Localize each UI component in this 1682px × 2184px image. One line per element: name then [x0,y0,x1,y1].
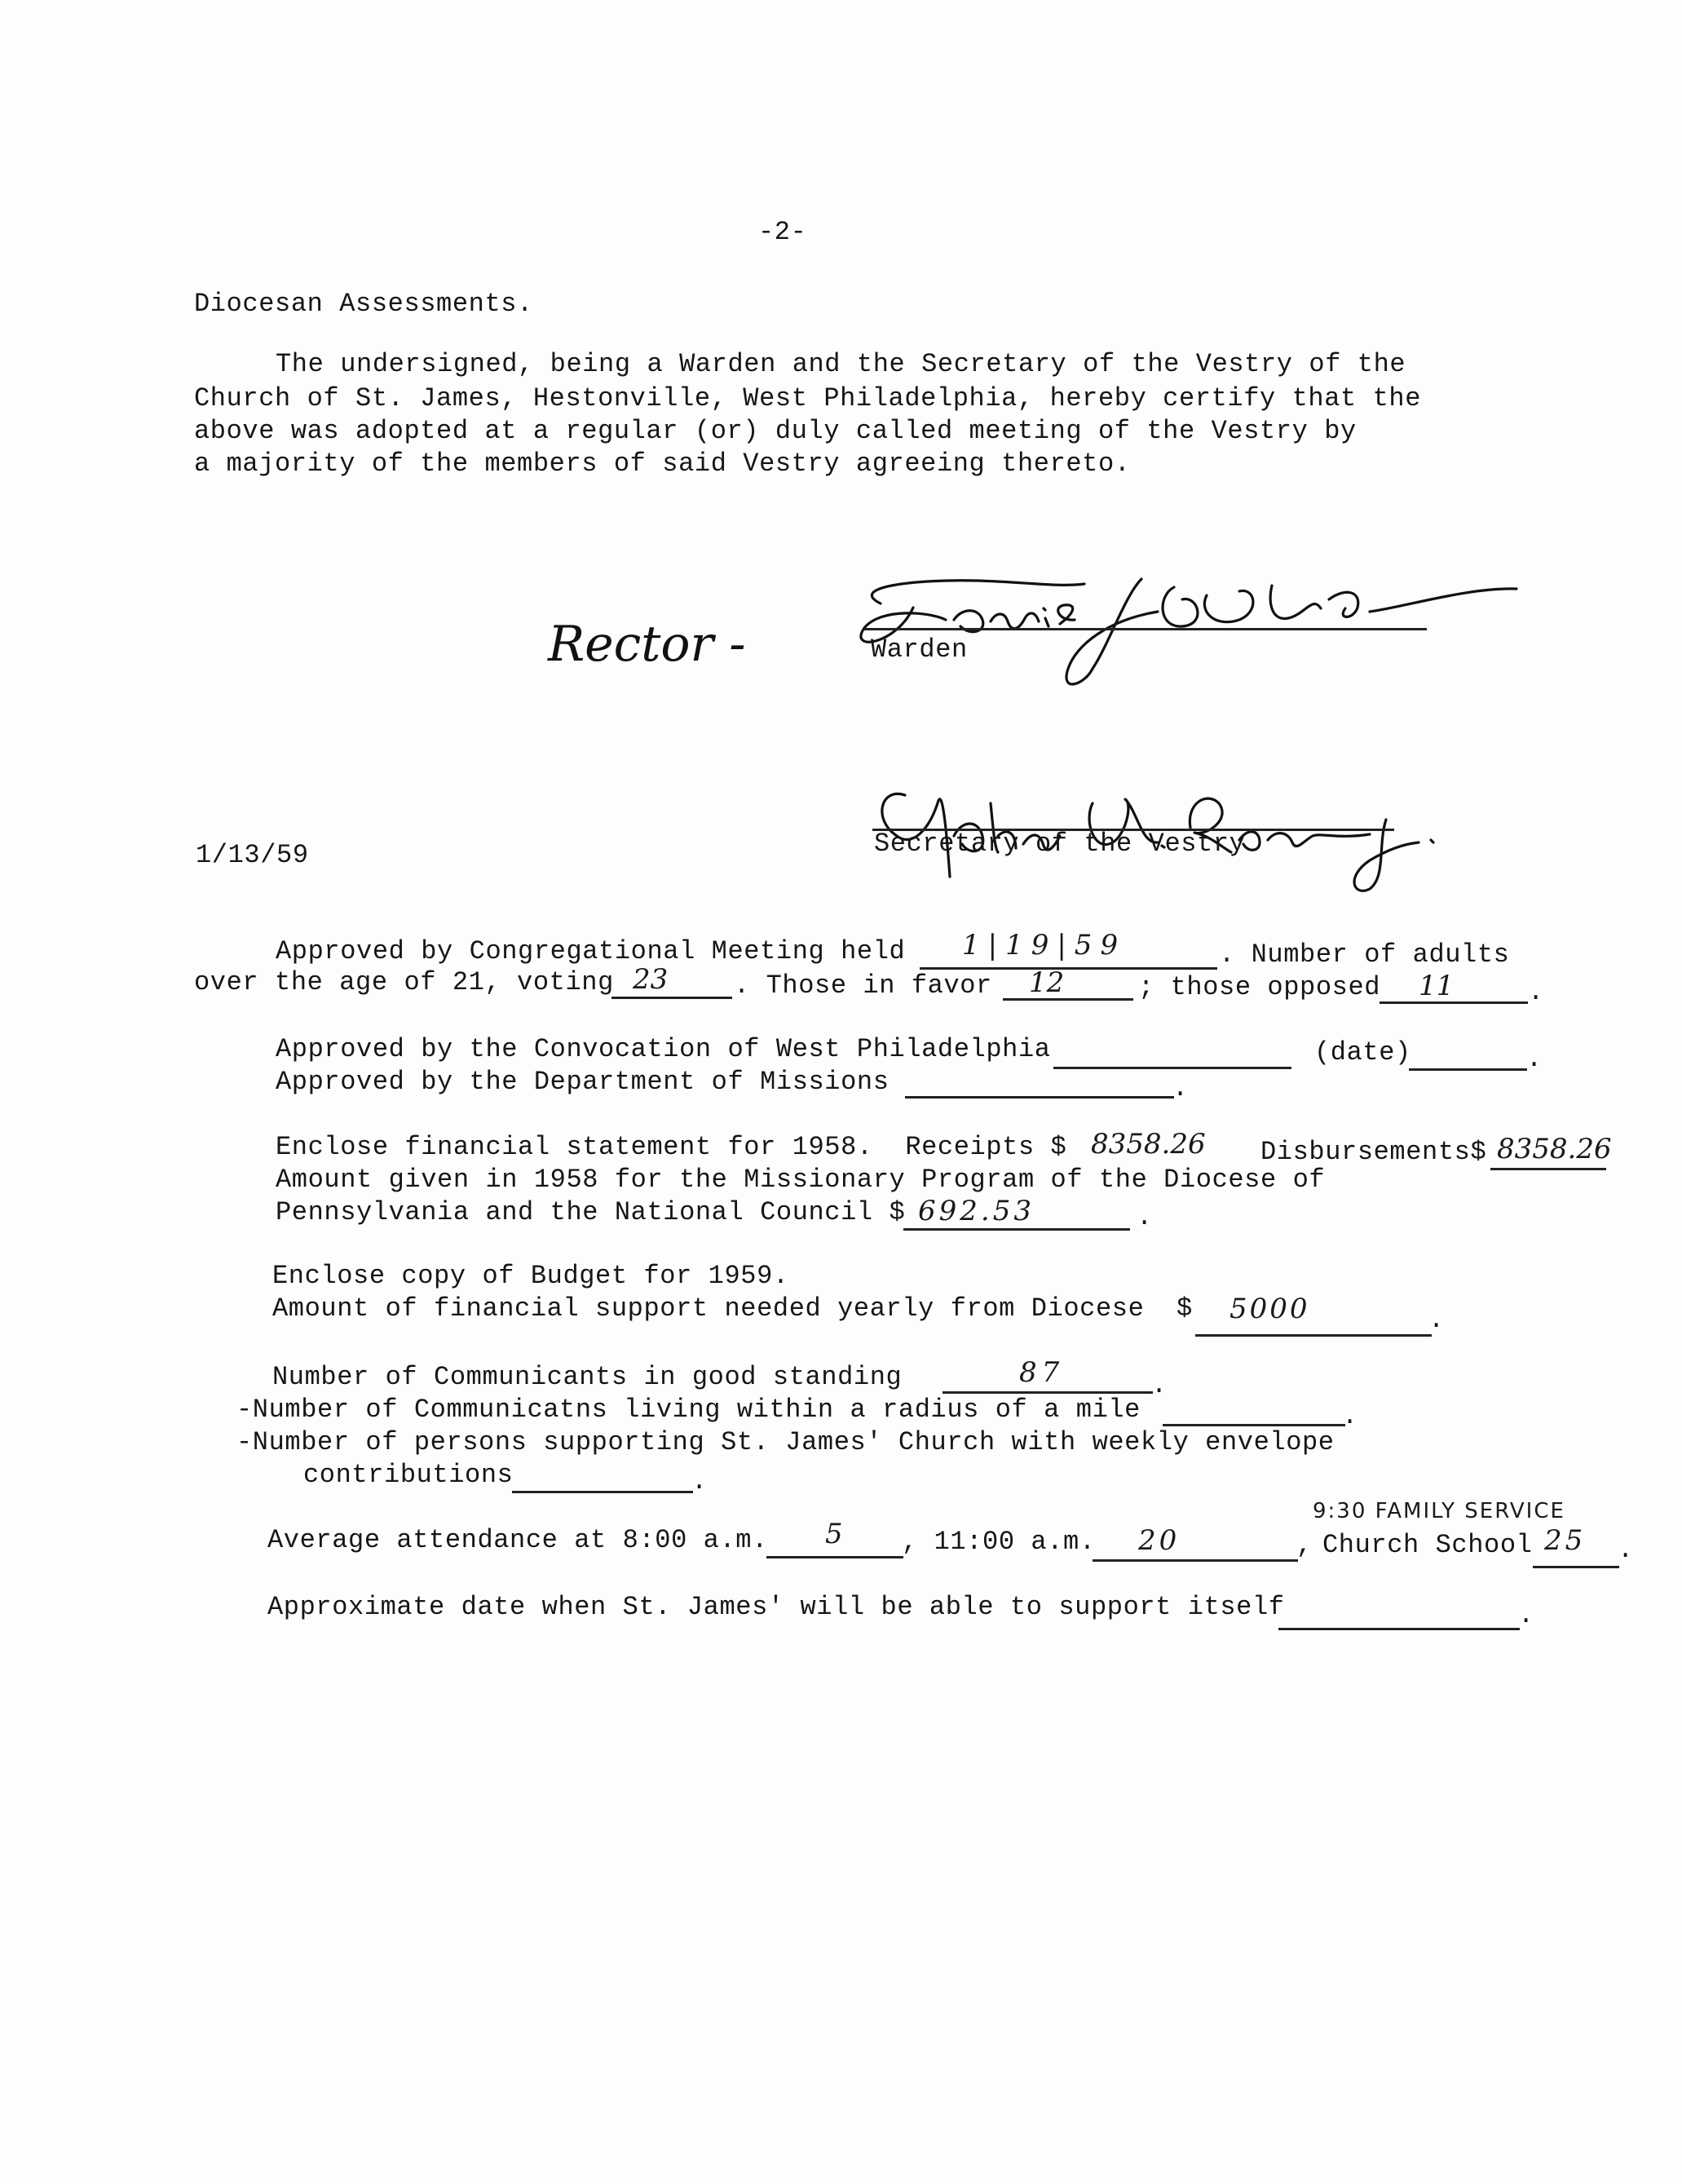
self-support-end: . [1518,1600,1534,1630]
am8-value: 5 [825,1518,843,1550]
voting-value: 23 [633,963,669,996]
congregational-text-5: ; those opposed [1138,972,1381,1002]
missions-text: Approved by the Department of Missions [276,1067,890,1097]
convocation-end: . [1526,1044,1543,1074]
am8-blank [766,1556,903,1558]
family-service-note: 9:30 FAMILY SERVICE [1313,1499,1565,1523]
good-standing-value: 87 [1019,1356,1065,1389]
communicants-end-1: . [1151,1370,1168,1400]
budget-text-1: Enclose copy of Budget for 1959. [272,1261,789,1291]
attendance-text-3: , [1296,1530,1313,1560]
convocation-text: Approved by the Convocation of West Philadelphia [276,1034,1051,1064]
attendance-end: . [1618,1535,1634,1565]
meeting-date-blank [920,967,1217,970]
attendance-text-2: , 11:00 a.m. [902,1527,1096,1557]
secretary-label: Secretary of the Vestry [874,829,1246,859]
communicants-text-3: -Number of persons supporting St. James' Church with weekly envelope [236,1427,1335,1457]
am11-blank [1093,1559,1298,1562]
congregational-text-3: over the age of 21, voting [194,967,614,997]
communicants-end-4: . [691,1466,708,1497]
warden-signature [815,530,1533,693]
warden-label: Warden [871,634,968,665]
communicants-text-4: contributions [303,1460,514,1490]
opposed-blank [1380,1001,1528,1004]
certification-line-4: a majority of the members of said Vestry agreeing thereto. [194,449,1131,479]
missions-end: . [1172,1073,1189,1103]
missionary-amount-value: 692.53 [918,1195,1035,1227]
in-favor-value: 12 [1029,966,1065,999]
good-standing-blank [943,1391,1153,1394]
congregational-text-1: Approved by Congregational Meeting held [276,936,906,966]
financial-end: . [1137,1202,1153,1232]
contributions-blank [512,1491,693,1493]
radius-blank [1163,1424,1345,1426]
financial-text-3: Amount given in 1958 for the Missionary Program of the Diocese of [276,1165,1326,1195]
communicants-end-2: . [1342,1401,1358,1431]
self-support-blank [1278,1628,1520,1630]
school-blank [1533,1566,1619,1568]
budget-text-2: Amount of financial support needed yearly from Diocese $ [272,1293,1193,1324]
support-amount-blank [1195,1334,1432,1337]
warden-handwritten-prefix: Rector - [548,616,746,673]
attendance-text-4: Church School [1322,1530,1533,1560]
voting-blank [611,997,732,999]
convocation-date-blank [1409,1068,1527,1071]
section-heading: Diocesan Assessments. [194,289,533,319]
missionary-amount-blank [903,1228,1130,1231]
certification-line-1: The undersigned, being a Warden and the Secretary of the Vestry of the [276,349,1406,379]
page-number: -2- [758,217,807,247]
attendance-text-1: Average attendance at 8:00 a.m. [267,1525,768,1555]
disbursements-blank [1490,1168,1606,1170]
certification-line-2: Church of St. James, Hestonville, West Philadelphia, hereby certify that the [194,383,1422,413]
certification-line-3: above was adopted at a regular (or) duly called meeting of the Vestry by [194,416,1357,446]
school-value: 25 [1544,1524,1587,1557]
financial-text-1: Enclose financial statement for 1958. Receipts $ [276,1132,1067,1162]
budget-end: . [1428,1305,1445,1335]
congregational-end: . [1528,977,1544,1007]
congregational-text-4: . Those in favor [734,970,992,1001]
opposed-value: 11 [1419,970,1455,1002]
congregational-text-2: . Number of adults [1219,939,1510,970]
support-amount-value: 5000 [1229,1293,1310,1325]
financial-text-4: Pennsylvania and the National Council $ [276,1197,906,1227]
communicants-text-1: Number of Communicants in good standing [272,1362,903,1392]
am11-value: 20 [1138,1524,1181,1557]
financial-text-2: Disbursements$ [1260,1137,1487,1167]
convocation-date-label: (date) [1314,1037,1411,1068]
missions-blank [905,1096,1174,1099]
disbursements-value: 8358.26 [1497,1133,1612,1165]
convocation-blank [1053,1067,1291,1069]
document-date: 1/13/59 [196,840,309,870]
communicants-text-2: -Number of Communicatns living within a radius of a mile [236,1395,1141,1425]
receipts-value: 8358.26 [1091,1128,1206,1161]
warden-signature-line [864,628,1427,630]
self-support-text: Approximate date when St. James' will be able to support itself [267,1592,1285,1622]
meeting-date-value: 1|19|59 [962,929,1127,962]
in-favor-blank [1003,998,1133,1001]
